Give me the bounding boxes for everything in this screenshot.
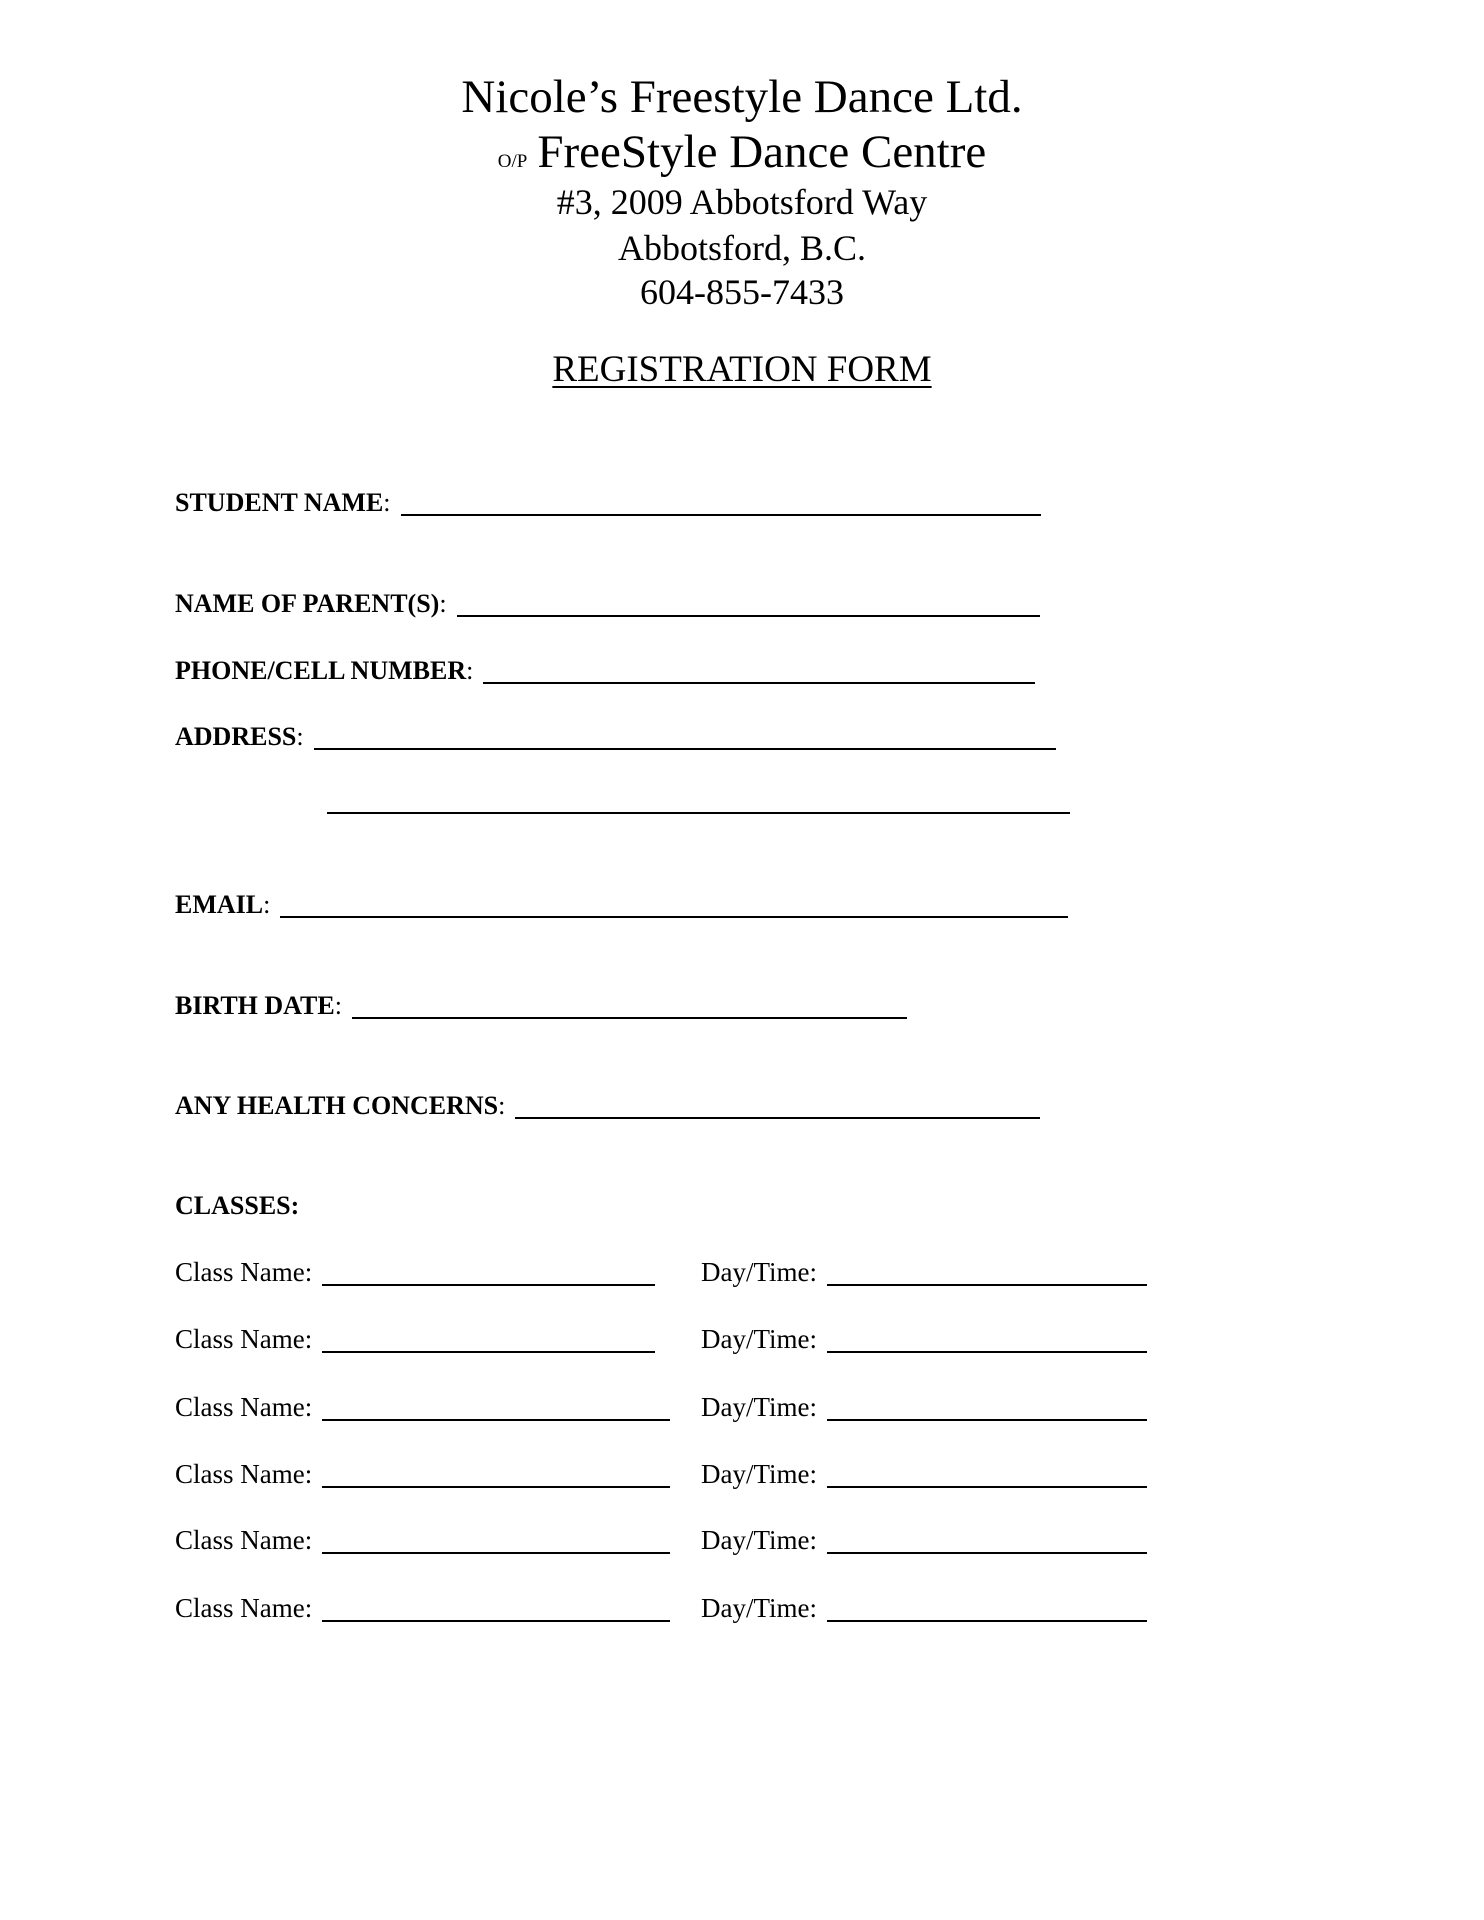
health-label: ANY HEALTH CONCERNS — [175, 1091, 499, 1120]
trade-name: FreeStyle Dance Centre — [537, 126, 987, 178]
student-name-input[interactable] — [401, 486, 1041, 516]
class-name-label: Class Name: — [175, 1593, 313, 1623]
classes-heading-row — [175, 1185, 299, 1219]
email-label: EMAIL — [175, 890, 264, 919]
day-time-input[interactable] — [827, 1524, 1147, 1554]
day-time-label: Day/Time: — [701, 1593, 818, 1623]
phone-number: 604-855-7433 — [640, 272, 844, 312]
class-name-label: Class Name: — [175, 1257, 313, 1287]
health-field — [175, 1085, 1040, 1119]
day-time-input[interactable] — [827, 1323, 1147, 1353]
email-field — [175, 884, 1068, 918]
class-name-input[interactable] — [322, 1592, 670, 1622]
address-input-line2[interactable] — [327, 784, 1070, 814]
address-line2: Abbotsford, B.C. — [617, 228, 866, 268]
day-time-label: Day/Time: — [701, 1525, 818, 1555]
birth-date-field — [175, 985, 907, 1019]
op-prefix: O/P — [497, 151, 528, 172]
address-field — [175, 716, 1056, 750]
phone-input[interactable] — [483, 654, 1035, 684]
class-name-label: Class Name: — [175, 1392, 313, 1422]
student-name-field — [175, 482, 1041, 516]
colon: : — [263, 890, 271, 919]
trade-name-line — [0, 126, 1484, 178]
parents-label: NAME OF PARENT(S) — [175, 589, 440, 618]
day-time-input[interactable] — [827, 1391, 1147, 1421]
day-time-input[interactable] — [827, 1256, 1147, 1286]
class-name-input[interactable] — [322, 1391, 670, 1421]
phone-label: PHONE/CELL NUMBER — [175, 656, 467, 685]
phone-field — [175, 650, 1035, 684]
day-time-input[interactable] — [827, 1458, 1147, 1488]
student-name-label: STUDENT NAME — [175, 488, 384, 517]
form-title: REGISTRATION FORM — [552, 349, 932, 390]
class-name-input[interactable] — [322, 1323, 655, 1353]
address-input-line1[interactable] — [314, 720, 1056, 750]
class-name-input[interactable] — [322, 1256, 655, 1286]
health-input[interactable] — [515, 1089, 1040, 1119]
classes-heading: CLASSES: — [175, 1191, 300, 1220]
parents-input[interactable] — [457, 587, 1040, 617]
class-name-input[interactable] — [322, 1524, 670, 1554]
day-time-label: Day/Time: — [701, 1459, 818, 1489]
class-name-input[interactable] — [322, 1458, 670, 1488]
day-time-input[interactable] — [827, 1592, 1147, 1622]
address-label: ADDRESS — [175, 722, 297, 751]
colon: : — [439, 589, 447, 618]
class-name-label: Class Name: — [175, 1525, 313, 1555]
colon: : — [334, 991, 342, 1020]
colon: : — [296, 722, 304, 751]
birth-date-input[interactable] — [352, 989, 907, 1019]
parents-field — [175, 583, 1040, 617]
company-name: Nicole’s Freestyle Dance Ltd. — [461, 71, 1023, 123]
day-time-label: Day/Time: — [701, 1392, 818, 1422]
class-name-label: Class Name: — [175, 1459, 313, 1489]
email-input[interactable] — [280, 888, 1068, 918]
address-line1: #3, 2009 Abbotsford Way — [556, 182, 928, 222]
day-time-label: Day/Time: — [701, 1257, 818, 1287]
class-name-label: Class Name: — [175, 1324, 313, 1354]
colon: : — [466, 656, 474, 685]
birth-date-label: BIRTH DATE — [175, 991, 335, 1020]
colon: : — [383, 488, 391, 517]
day-time-label: Day/Time: — [701, 1324, 818, 1354]
colon: : — [498, 1091, 506, 1120]
